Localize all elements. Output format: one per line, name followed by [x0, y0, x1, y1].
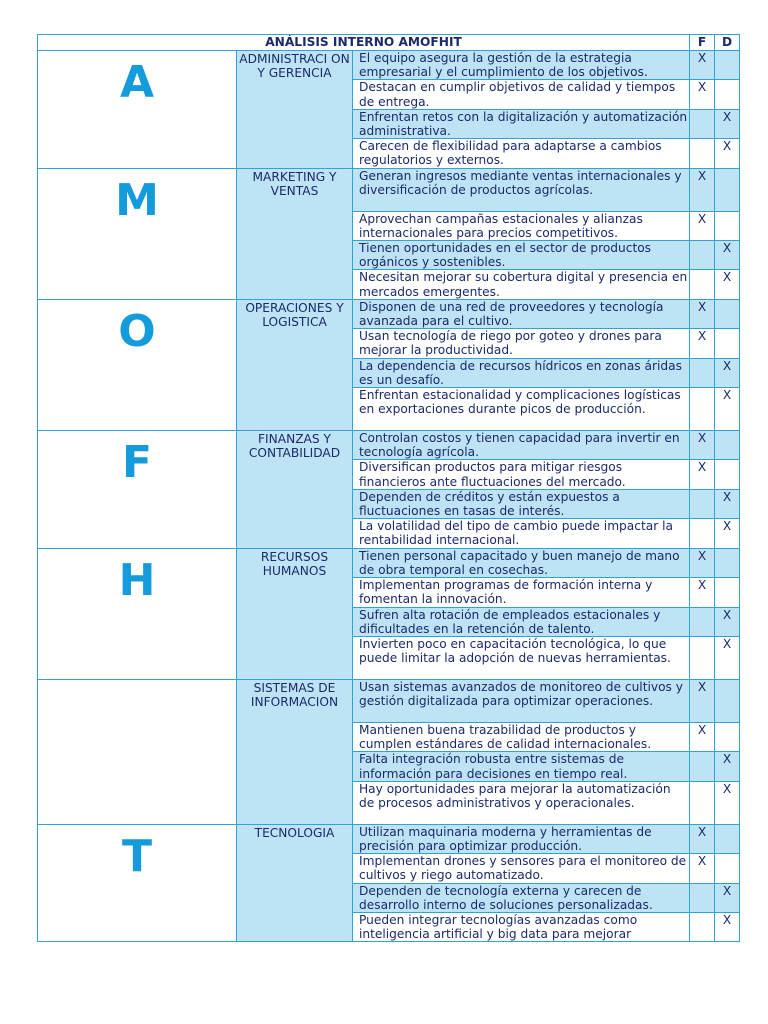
mark-d [715, 299, 740, 328]
row-description: Pueden integrar tecnologías avanzadas como inteligencia artificial y big data para mejorar [353, 912, 690, 941]
mark-d [715, 80, 740, 109]
mark-f [690, 358, 715, 387]
row-description: Tienen personal capacitado y buen manejo de mano de obra temporal en cosechas. [353, 548, 690, 577]
mark-f: X [690, 679, 715, 722]
table-row [38, 824, 740, 853]
mark-f [690, 109, 715, 138]
section-area: FINANZAS Y CONTABILIDAD [237, 431, 353, 549]
table-row [38, 51, 740, 80]
mark-f: X [690, 578, 715, 607]
mark-d: X [715, 752, 740, 781]
mark-d: X [715, 489, 740, 518]
row-description: Mantienen buena trazabilidad de productos y cumplen estándares de calidad internacionales. [353, 722, 690, 751]
mark-f [690, 519, 715, 548]
table-title: ANÁLISIS INTERNO AMOFHIT [38, 35, 690, 51]
row-description: Carecen de flexibilidad para adaptarse a cambios regulatorios y externos. [353, 139, 690, 168]
table-row [38, 299, 740, 328]
mark-f: X [690, 168, 715, 211]
section-letter: F [38, 431, 237, 549]
row-description: Aprovechan campañas estacionales y alianzas internacionales para precios competitivos. [353, 211, 690, 240]
mark-f: X [690, 548, 715, 577]
mark-f: X [690, 431, 715, 460]
section-letter: A [38, 51, 237, 169]
section-letter: H [38, 548, 237, 679]
row-description: Hay oportunidades para mejorar la automatización de procesos administrativos y operacionales. [353, 781, 690, 824]
mark-d: X [715, 358, 740, 387]
section-letter [38, 679, 237, 824]
mark-d: X [715, 139, 740, 168]
mark-d: X [715, 912, 740, 941]
mark-d [715, 824, 740, 853]
mark-f: X [690, 329, 715, 358]
row-description: Tienen oportunidades en el sector de productos orgánicos y sostenibles. [353, 241, 690, 270]
row-description: Necesitan mejorar su cobertura digital y presencia en mercados emergentes. [353, 270, 690, 299]
section-area: ADMINISTRACI ON Y GERENCIA [237, 51, 353, 169]
mark-d: X [715, 388, 740, 431]
mark-f [690, 270, 715, 299]
table-row [38, 548, 740, 577]
section-area: RECURSOS HUMANOS [237, 548, 353, 679]
mark-f: X [690, 211, 715, 240]
column-header-d: D [715, 35, 740, 51]
mark-d: X [715, 781, 740, 824]
mark-f: X [690, 51, 715, 80]
row-description: Dependen de tecnología externa y carecen de desarrollo interno de soluciones personalizadas. [353, 883, 690, 912]
mark-d [715, 722, 740, 751]
mark-d: X [715, 270, 740, 299]
mark-d [715, 854, 740, 883]
table-row [38, 431, 740, 460]
mark-f: X [690, 824, 715, 853]
table-row [38, 168, 740, 211]
row-description: Generan ingresos mediante ventas internacionales y diversificación de productos agrícolas. [353, 168, 690, 211]
table-row [38, 679, 740, 722]
section-area: SISTEMAS DE INFORMACION [237, 679, 353, 824]
row-description: Usan tecnología de riego por goteo y drones para mejorar la productividad. [353, 329, 690, 358]
mark-f: X [690, 80, 715, 109]
mark-d: X [715, 519, 740, 548]
row-description: La dependencia de recursos hídricos en zonas áridas es un desafío. [353, 358, 690, 387]
mark-f [690, 388, 715, 431]
section-area: TECNOLOGIA [237, 824, 353, 942]
row-description: Enfrentan retos con la digitalización y automatización administrativa. [353, 109, 690, 138]
row-description: Diversifican productos para mitigar riesgos financieros ante fluctuaciones del mercado. [353, 460, 690, 489]
row-description: Disponen de una red de proveedores y tecnología avanzada para el cultivo. [353, 299, 690, 328]
mark-f: X [690, 854, 715, 883]
mark-d [715, 329, 740, 358]
row-description: El equipo asegura la gestión de la estrategia empresarial y el cumplimiento de los objetivos. [353, 51, 690, 80]
mark-d [715, 51, 740, 80]
row-description: Dependen de créditos y están expuestos a fluctuaciones en tasas de interés. [353, 489, 690, 518]
mark-d [715, 548, 740, 577]
mark-f [690, 607, 715, 636]
mark-f [690, 781, 715, 824]
row-description: Falta integración robusta entre sistemas de información para decisiones en tiempo real. [353, 752, 690, 781]
mark-d: X [715, 883, 740, 912]
mark-f [690, 752, 715, 781]
row-description: Invierten poco en capacitación tecnológica, lo que puede limitar la adopción de nuevas herramientas. [353, 636, 690, 679]
mark-d [715, 679, 740, 722]
mark-d [715, 460, 740, 489]
row-description: Utilizan maquinaria moderna y herramientas de precisión para optimizar producción. [353, 824, 690, 853]
mark-d [715, 211, 740, 240]
section-area: OPERACIONES Y LOGISTICA [237, 299, 353, 430]
mark-f: X [690, 722, 715, 751]
mark-d [715, 431, 740, 460]
row-description: Destacan en cumplir objetivos de calidad y tiempos de entrega. [353, 80, 690, 109]
mark-f [690, 241, 715, 270]
mark-f [690, 139, 715, 168]
row-description: Implementan drones y sensores para el monitoreo de cultivos y riego automatizado. [353, 854, 690, 883]
mark-d: X [715, 607, 740, 636]
row-description: La volatilidad del tipo de cambio puede impactar la rentabilidad internacional. [353, 519, 690, 548]
mark-f [690, 912, 715, 941]
mark-f [690, 883, 715, 912]
row-description: Implementan programas de formación interna y fomentan la innovación. [353, 578, 690, 607]
mark-d: X [715, 636, 740, 679]
mark-d: X [715, 241, 740, 270]
row-description: Sufren alta rotación de empleados estacionales y dificultades en la retención de talento. [353, 607, 690, 636]
mark-f: X [690, 460, 715, 489]
mark-f [690, 489, 715, 518]
column-header-f: F [690, 35, 715, 51]
section-letter: O [38, 299, 237, 430]
row-description: Usan sistemas avanzados de monitoreo de cultivos y gestión digitalizada para optimizar operaciones. [353, 679, 690, 722]
mark-d [715, 168, 740, 211]
mark-f [690, 636, 715, 679]
row-description: Controlan costos y tienen capacidad para invertir en tecnología agrícola. [353, 431, 690, 460]
section-letter: T [38, 824, 237, 942]
mark-f: X [690, 299, 715, 328]
mark-d: X [715, 109, 740, 138]
header-row [38, 35, 740, 51]
row-description: Enfrentan estacionalidad y complicaciones logísticas en exportaciones durante picos de producción. [353, 388, 690, 431]
mark-d [715, 578, 740, 607]
section-area: MARKETING Y VENTAS [237, 168, 353, 299]
section-letter: M [38, 168, 237, 299]
amofhit-table [37, 34, 740, 942]
